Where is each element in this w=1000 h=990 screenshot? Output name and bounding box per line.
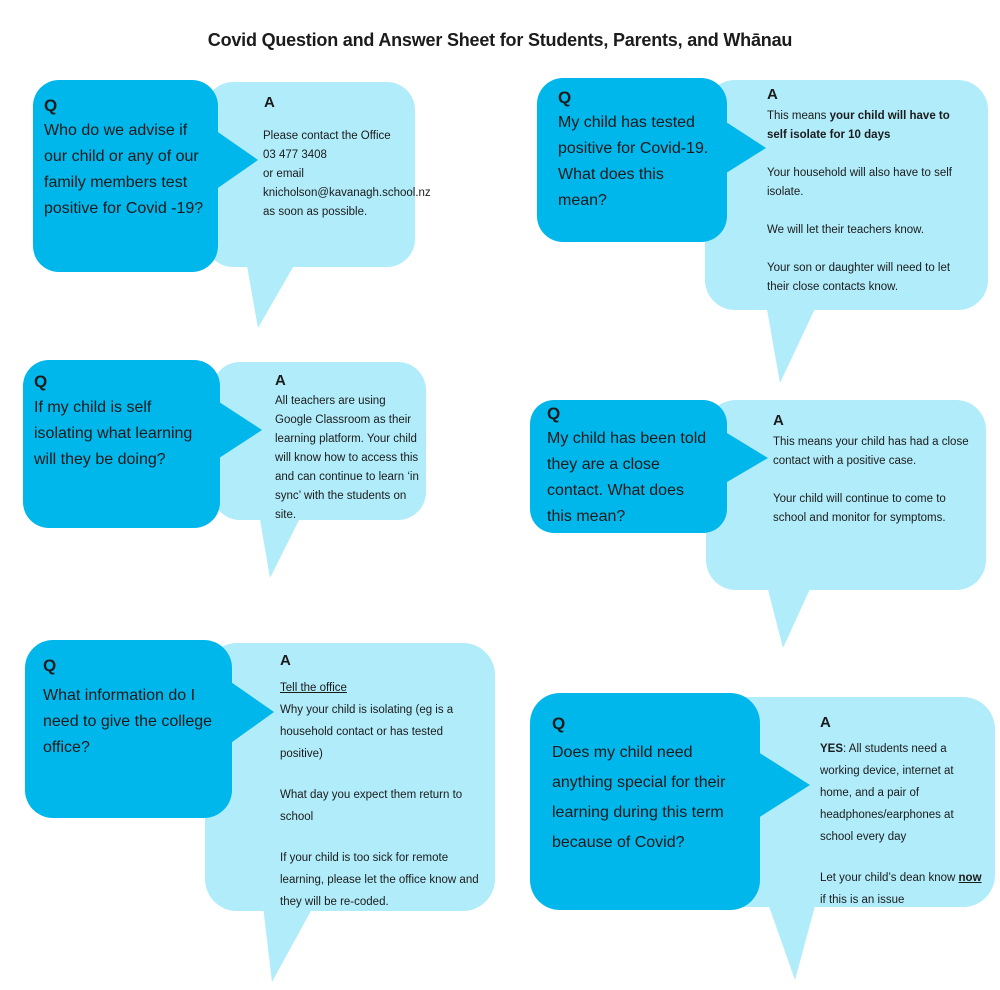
- answer-label: A: [767, 86, 778, 103]
- answer-paragraph: Your son or daughter will need to let their close contacts know.: [767, 262, 951, 293]
- question-text: If my child is self isolating what learning will they be doing?: [34, 399, 193, 468]
- answer-yes: YES: [820, 743, 844, 755]
- answer-label: A: [275, 372, 286, 389]
- answer-line: as soon as possible.: [263, 206, 368, 218]
- question-label: Q: [552, 714, 566, 733]
- answer-paragraph: Your child will continue to come to school and monitor for symptoms.: [773, 493, 946, 524]
- question-text: My child has been told they are a close contact. What does this mean?: [547, 430, 707, 525]
- question-label: Q: [43, 656, 57, 675]
- question-text: What information do I need to give the college office?: [43, 687, 213, 756]
- answer-text: [820, 738, 985, 911]
- answer-emphasis: your child will have to self isolate for 10 days: [767, 110, 950, 141]
- answer-paragraph: if this is an issue: [820, 894, 905, 906]
- email-address: knicholson@kavanagh.school.nz: [263, 187, 431, 199]
- answer-emphasis: now: [958, 872, 982, 884]
- page-title: Covid Question and Answer Sheet for Students, Parents, and Whānau: [207, 30, 793, 50]
- answer-paragraph: This means your child has had a close contact with a positive case.: [773, 436, 969, 467]
- answer-paragraph: What day you expect them return to school: [280, 789, 463, 823]
- question-text: Does my child need anything special for their learning during this term because of Covid?: [552, 744, 726, 851]
- question-text: Who do we advise if our child or any of our family members test positive for Covid -19?: [44, 122, 204, 217]
- answer-intro: This means: [767, 110, 827, 122]
- question-text: My child has tested positive for Covid-19. What does this mean?: [558, 114, 709, 209]
- question-label: Q: [558, 88, 572, 107]
- answer-line: or email: [263, 168, 304, 180]
- answer-paragraph: All teachers are using Google Classroom as their learning platform. Your child will know how to access this and can continue to learn ‘in sync’ with the students on site.: [275, 395, 419, 521]
- answer-paragraph: Why your child is isolating (eg is a household contact or has tested positive): [280, 704, 454, 760]
- answer-paragraph: Let your child’s dean know: [820, 872, 956, 884]
- answer-label: A: [280, 652, 291, 669]
- question-label: Q: [547, 404, 561, 423]
- phone-number: 03 477 3408: [263, 149, 327, 161]
- answer-line: Please contact the Office: [263, 130, 391, 142]
- answer-paragraph: Your household will also have to self isolate.: [767, 167, 952, 198]
- answer-paragraph: : All students need a working device, internet at home, and a pair of headphones/earphones at school every day: [820, 743, 954, 843]
- answer-label: A: [773, 412, 784, 429]
- question-label: Q: [34, 372, 48, 391]
- answer-label: A: [820, 714, 831, 731]
- answer-paragraph: We will let their teachers know.: [767, 224, 925, 236]
- question-label: Q: [44, 96, 58, 115]
- answer-paragraph: If your child is too sick for remote learning, please let the office know and they will be re-coded.: [280, 852, 479, 908]
- answer-label: A: [264, 94, 275, 111]
- answer-heading: Tell the office: [280, 682, 347, 694]
